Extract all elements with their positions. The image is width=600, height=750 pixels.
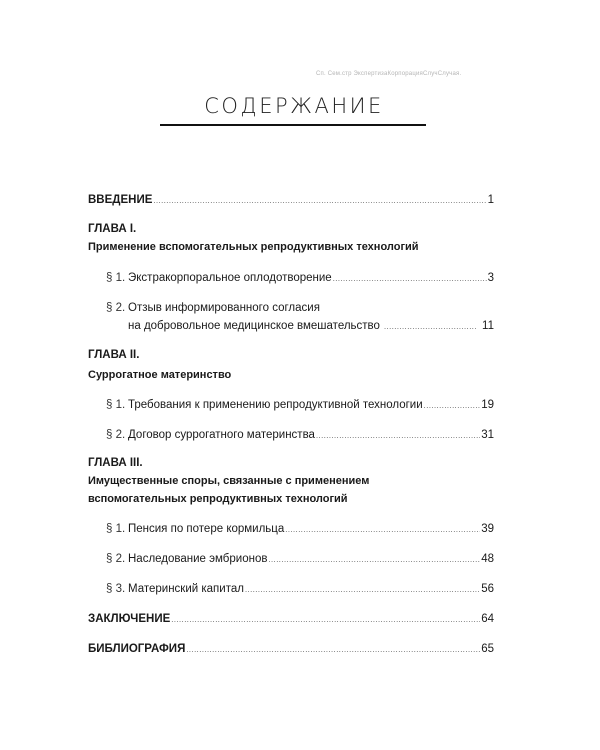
toc-entry-ch3-s1[interactable] xyxy=(128,522,494,537)
toc-entry-bibliography[interactable] xyxy=(88,642,494,657)
leader-dots xyxy=(171,613,480,627)
toc-entry-ch3-s2[interactable] xyxy=(128,552,494,567)
toc-entry-ch1-s2[interactable] xyxy=(128,319,494,334)
toc-entry-label: Материнский капитал xyxy=(128,583,244,595)
toc-page-number: 64 xyxy=(481,613,494,625)
toc-entry-label: ВВЕДЕНИЕ xyxy=(88,194,153,206)
leader-dots xyxy=(285,523,480,537)
leader-dots xyxy=(384,320,477,334)
chapter-3-title-line1: Имущественные споры, связанные с применением xyxy=(88,475,370,487)
toc-entry-conclusion[interactable] xyxy=(88,612,494,627)
section-number: § 2. xyxy=(106,553,126,565)
header-note: Сп. Сем.стр ЭкспертизаКорпорацияСлучСлучая. xyxy=(316,71,462,77)
toc-page-number: 31 xyxy=(481,429,494,441)
leader-dots xyxy=(316,429,480,443)
leader-dots xyxy=(245,583,480,597)
toc-entry-label: Пенсия по потере кормильца xyxy=(128,523,285,535)
toc-page-number: 1 xyxy=(487,194,494,206)
toc-page-number: 3 xyxy=(487,272,494,284)
toc-entry-ch1-s2-line1: Отзыв информированного согласия xyxy=(128,302,320,314)
toc-entry-label: Требования к применению репродуктивной технологии xyxy=(128,399,423,411)
toc-page-number: 65 xyxy=(481,643,494,655)
leader-dots xyxy=(268,553,480,567)
chapter-2-title: Суррогатное материнство xyxy=(88,369,232,381)
toc-entry-ch1-s1[interactable] xyxy=(128,271,494,286)
toc-page-number: 39 xyxy=(481,523,494,535)
section-number: § 3. xyxy=(106,583,126,595)
toc-entry-label: БИБЛИОГРАФИЯ xyxy=(88,643,186,655)
toc-entry-label: Экстракорпоральное оплодотворение xyxy=(128,272,332,284)
toc-page-number: 19 xyxy=(481,399,494,411)
leader-dots xyxy=(424,399,481,413)
toc-entry-label: Наследование эмбрионов xyxy=(128,553,268,565)
section-number: § 1. xyxy=(106,523,126,535)
toc-entry-label: на добровольное медицинское вмешательство xyxy=(128,320,380,332)
toc-entry-label: ЗАКЛЮЧЕНИЕ xyxy=(88,613,171,625)
page-title: СОДЕРЖАНИЕ xyxy=(204,94,384,118)
toc-entry-ch2-s2[interactable] xyxy=(128,428,494,443)
toc-entry-label: Договор суррогатного материнства xyxy=(128,429,315,441)
toc-page-number: 56 xyxy=(481,583,494,595)
toc-entry-ch3-s3[interactable] xyxy=(128,582,494,597)
section-number: § 2. xyxy=(106,429,126,441)
title-underline xyxy=(160,124,426,126)
leader-dots xyxy=(186,643,480,657)
chapter-1-title: Применение вспомогательных репродуктивных технологий xyxy=(88,241,419,253)
leader-dots xyxy=(333,272,487,286)
leader-dots xyxy=(153,194,486,208)
toc-page-number: 48 xyxy=(481,553,494,565)
section-number: § 2. xyxy=(106,302,126,314)
chapter-2-label: ГЛАВА II. xyxy=(88,349,140,361)
chapter-3-title-line2: вспомогательных репродуктивных технологий xyxy=(88,493,348,505)
toc-entry-ch2-s1[interactable] xyxy=(128,398,494,413)
chapter-1-label: ГЛАВА I. xyxy=(88,223,137,235)
section-number: § 1. xyxy=(106,272,126,284)
toc-entry-intro[interactable] xyxy=(88,193,494,208)
toc-page-number: 11 xyxy=(482,320,494,332)
section-number: § 1. xyxy=(106,399,126,411)
chapter-3-label: ГЛАВА III. xyxy=(88,457,143,469)
